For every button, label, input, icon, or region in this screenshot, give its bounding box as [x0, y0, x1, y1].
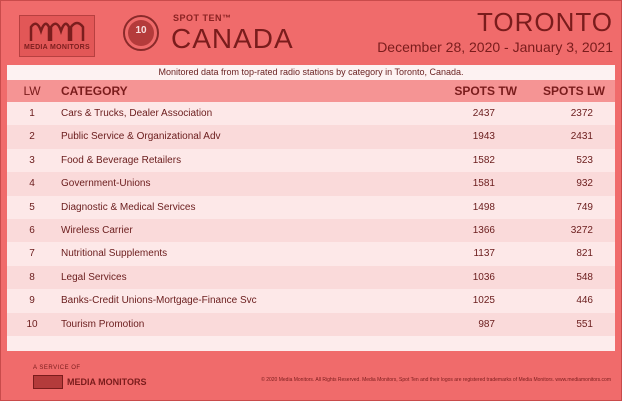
row-spots-tw: 2437 — [472, 108, 495, 119]
spot-ten-badge — [123, 15, 159, 51]
row-spots-lw: 551 — [576, 318, 593, 330]
media-monitors-mark-icon — [33, 375, 63, 389]
header-category: CATEGORY — [61, 84, 128, 98]
row-rank: 10 — [26, 318, 38, 330]
row-spots-lw: 523 — [576, 154, 593, 166]
subtitle: Monitored data from top-rated radio stations by category in Toronto, Canada. — [7, 65, 615, 80]
row-rank: 4 — [29, 178, 35, 190]
row-category: Cars & Trucks, Dealer Association — [61, 108, 213, 119]
row-spots-lw: 3272 — [570, 224, 593, 236]
row-spots-lw: 446 — [576, 295, 593, 307]
table-row — [7, 313, 615, 336]
row-spots-tw: 1943 — [472, 131, 495, 143]
row-rank: 2 — [29, 131, 35, 143]
row-category: Food & Beverage Retailers — [61, 154, 182, 166]
footer-logo — [33, 375, 147, 389]
row-spots-lw: 932 — [576, 178, 593, 190]
row-rank: 7 — [29, 248, 35, 260]
table-row — [7, 266, 615, 289]
row-spots-tw: 1498 — [472, 201, 495, 213]
service-label: A SERVICE OF — [33, 365, 81, 371]
table-row — [7, 125, 615, 148]
table-row — [7, 196, 615, 219]
row-spots-tw: 1582 — [472, 154, 495, 166]
row-category: Nutritional Supplements — [61, 248, 168, 260]
row-spots-lw: 548 — [576, 271, 593, 283]
media-monitors-logo — [19, 15, 95, 57]
footer-logo-name: MEDIA MONITORS — [67, 377, 147, 387]
spot-ten-label: SPOT TEN™ — [173, 13, 232, 23]
table-body — [7, 102, 615, 336]
table-row — [7, 102, 615, 125]
footer — [1, 353, 621, 400]
country-title: CANADA — [171, 23, 294, 54]
row-spots-tw: 1366 — [472, 224, 495, 236]
table-row — [7, 289, 615, 312]
row-rank: 8 — [29, 271, 35, 283]
row-category: Tourism Promotion — [61, 318, 145, 330]
table-row — [7, 219, 615, 242]
row-category: Diagnostic & Medical Services — [61, 201, 196, 213]
table-row — [7, 172, 615, 195]
row-spots-lw: 749 — [576, 201, 593, 213]
row-spots-lw: 2372 — [570, 108, 593, 119]
row-rank: 1 — [29, 108, 35, 119]
data-panel — [7, 65, 615, 351]
row-category: Legal Services — [61, 271, 127, 283]
header-lw: LW — [23, 84, 41, 98]
row-rank: 6 — [29, 224, 35, 236]
header-spots-tw: SPOTS TW — [454, 84, 517, 98]
row-rank: 3 — [29, 154, 35, 166]
table-row — [7, 149, 615, 172]
row-spots-tw: 987 — [478, 318, 495, 330]
date-range: December 28, 2020 - January 3, 2021 — [377, 39, 613, 55]
badge-number: 10 — [135, 25, 147, 36]
row-spots-lw: 2431 — [570, 131, 593, 143]
header — [1, 1, 621, 65]
row-spots-lw: 821 — [576, 248, 593, 260]
waveform-icon — [29, 21, 85, 43]
row-rank: 9 — [29, 295, 35, 307]
row-category: Wireless Carrier — [61, 224, 133, 236]
table-row — [7, 242, 615, 265]
row-spots-tw: 1036 — [472, 271, 495, 283]
table-header — [7, 80, 615, 102]
row-category: Government-Unions — [61, 178, 151, 190]
row-spots-tw: 1025 — [472, 295, 495, 307]
row-spots-tw: 1581 — [472, 178, 495, 190]
row-spots-tw: 1137 — [473, 248, 495, 260]
header-spots-lw: SPOTS LW — [542, 84, 605, 98]
market-title: TORONTO — [476, 7, 613, 37]
row-rank: 5 — [29, 201, 35, 213]
row-category: Banks-Credit Unions-Mortgage-Finance Svc — [61, 295, 257, 307]
logo-text: MEDIA MONITORS — [23, 44, 91, 51]
row-category: Public Service & Organizational Adv — [61, 131, 221, 143]
copyright: © 2020 Media Monitors. All Rights Reserved. Media Monitors, Spot Ten and their logos are registered trademarks of Media Monitors. www.mediamonitors.com — [261, 377, 611, 383]
